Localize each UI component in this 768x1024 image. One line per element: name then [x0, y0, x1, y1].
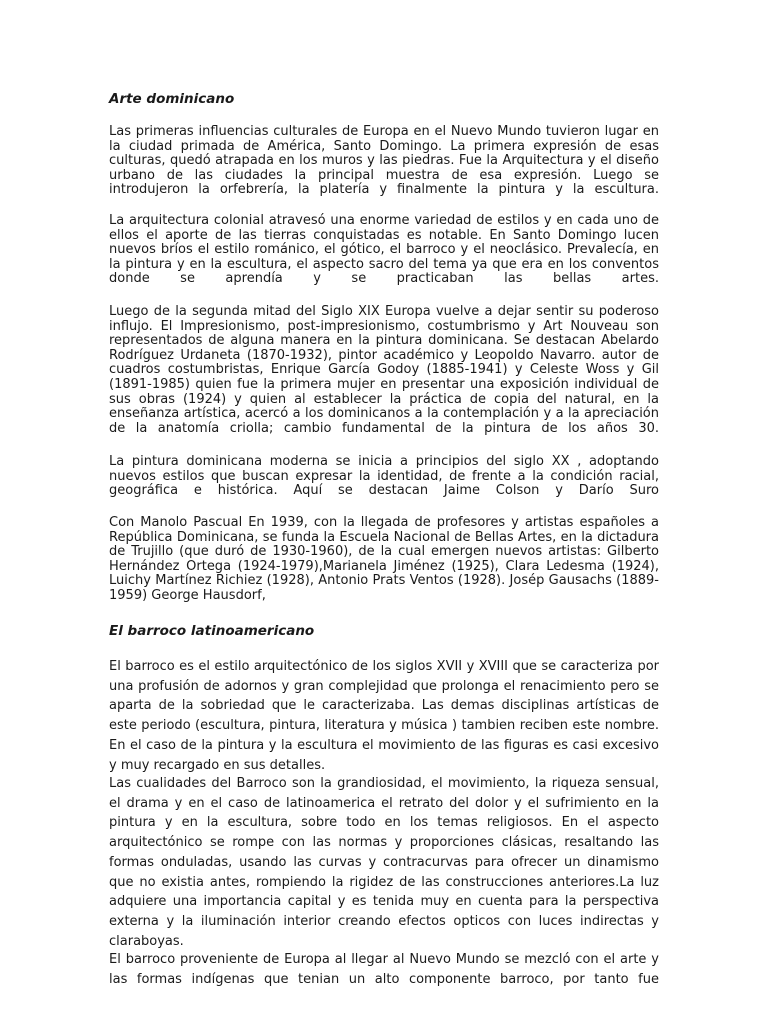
paragraph-pintura-moderna: La pintura dominicana moderna se inicia a principios del siglo XX , adoptando nuevos estilos que buscan expresar la identidad, de frente a la condición racial, geográfica e histórica. Aquí se destacan Jaime Colson y Darío Suro [109, 454, 659, 499]
paragraph-cualidades-barroco: Las cualidades del Barroco son la grandiosidad, el movimiento, la riqueza sensual, el drama y en el caso de latinoamerica el retrato del dolor y el sufrimiento en la pintura y en la escultura, sobre todo en los temas religiosos. En el aspecto arquitectónico se rompe con las normas y proporciones clásicas, resaltando las formas onduladas, usando las curvas y contracurvas para ofrecer un dinamismo que no existia antes, rompiendo la rigidez de las construcciones anteriores.La luz adquiere una importancia capital y es tenida muy en cuenta para la perspectiva externa y la iluminación interior creando efectos opticos con luces indirectas y claraboyas. [109, 776, 659, 949]
paragraph-barroco-definicion: El barroco es el estilo arquitectónico de los siglos XVII y XVIII que se caracteriza por una profusión de adornos y gran complejidad que prolonga el renacimiento pero se aparta de la sobriedad que le caracterizaba. Las demas disciplinas artísticas de este periodo (escultura, pintura, literatura y música ) tambien reciben este nombre. En el caso de la pintura y la escultura el movimiento de las figuras es casi excesivo y muy recargado en sus detalles. [109, 659, 659, 773]
section-title-barroco-latinoamericano: El barroco latinoamericano [109, 623, 315, 639]
paragraph-escuela-bellas-artes: Con Manolo Pascual En 1939, con la llegada de profesores y artistas españoles a República Dominicana, se funda la Escuela Nacional de Bellas Artes, en la dictadura de Trujillo (que duró de 1930-1960), de la cual emergen nuevos artistas: Gilberto Hernández Ortega (1924-1979),Marianela Jiménez (1925), Clara Ledesma (1924), Luichy Martínez Richiez (1928), Antonio Prats Ventos (1928). Josép Gausachs (1889-1959) George Hausdorf, [109, 515, 659, 603]
section-title-arte-dominicano: Arte dominicano [109, 91, 235, 107]
paragraph-arquitectura-colonial: La arquitectura colonial atravesó una enorme variedad de estilos y en cada uno de ellos el aporte de las tierras conquistadas es notable. En Santo Domingo lucen nuevos bríos el estilo románico, el gótico, el barroco y el neoclásico. Prevalecía, en la pintura y en la escultura, el aspecto sacro del tema ya que era en los conventos donde se aprendía y se practicaban las bellas artes. [109, 213, 659, 287]
paragraph-barroco-nuevo-mundo: El barroco proveniente de Europa al llegar al Nuevo Mundo se mezcló con el arte y las formas indígenas que tenian un alto componente barroco, por tanto fue [109, 952, 659, 987]
paragraph-siglo-xix: Luego de la segunda mitad del Siglo XIX Europa vuelve a dejar sentir su poderoso influjo. El Impresionismo, post-impresionismo, costumbrismo y Art Nouveau son representados de alguna manera en la pintura dominicana. Se destacan Abelardo Rodríguez Urdaneta (1870-1932), pintor académico y Leopoldo Navarro. autor de cuadros costumbristas, Enrique García Godoy (1885-1941) y Celeste Woss y Gil (1891-1985) quien fue la primera mujer en presentar una exposición individual de sus obras (1924) y quien al establecer la práctica de copia del natural, en la enseñanza artística, acercó a los dominicanos a la contemplación y a la apreciación de la anatomía criolla; cambio fundamental de la pintura de los años 30. [109, 304, 659, 436]
paragraph-influencias: Las primeras influencias culturales de Europa en el Nuevo Mundo tuvieron lugar en la ciudad primada de América, Santo Domingo. La primera expresión de esas culturas, quedó atrapada en los muros y las piedras. Fue la Arquitectura y el diseño urbano de las ciudades la principal muestra de esa expresión. Luego se introdujeron la orfebrería, la platería y finalmente la pintura y la escultura. [109, 124, 659, 198]
